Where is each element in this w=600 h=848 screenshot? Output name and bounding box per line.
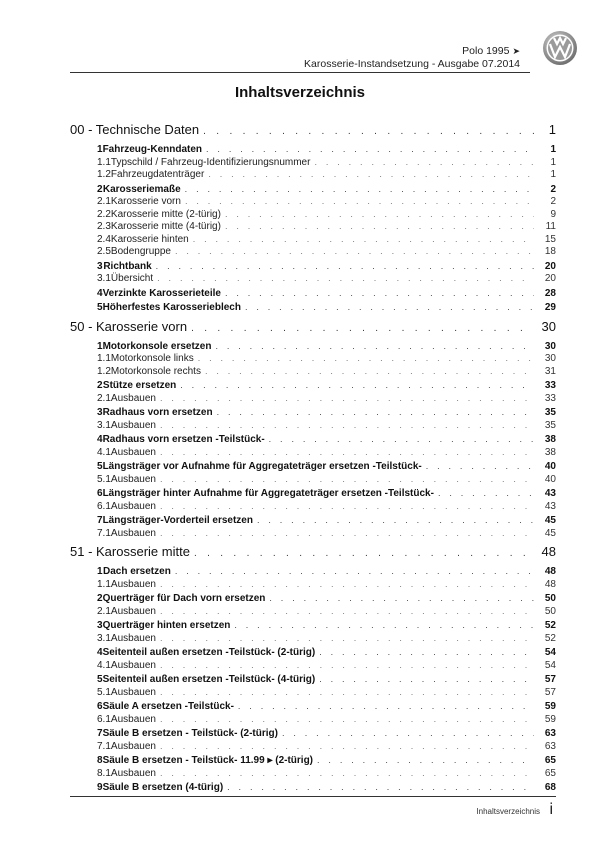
toc-page-number: 30 [544,340,556,352]
toc-section-link[interactable] [70,380,556,393]
toc-page-number: 1 [550,144,556,155]
vw-logo-icon [542,30,578,66]
toc-chapter-link[interactable] [70,544,556,564]
toc-page-number: 2 [550,183,556,195]
toc-label: Querträger hinten ersetzen [102,620,231,631]
toc-number: 2 [97,593,103,604]
toc-number: 2.4 [97,233,111,245]
toc-number: 5.1 [97,686,111,698]
toc-number: 5 [97,674,103,685]
dot-leader [319,647,534,657]
toc-number: 6 [97,701,103,712]
toc-page-number: 54 [544,647,556,658]
toc-section-link[interactable] [70,566,556,579]
toc-number: 8 [97,755,103,766]
toc-page-number: 65 [544,755,556,766]
footer-divider [70,796,556,797]
toc-subsection-link[interactable] [70,420,556,433]
toc-subsection-link[interactable] [70,501,556,514]
toc-number: 7 [97,515,103,526]
toc-label: Bodengruppe [110,246,171,257]
toc-page-number: 31 [544,365,556,377]
toc-page-number: 45 [544,515,556,526]
toc-subsection-link[interactable] [70,474,556,487]
toc-page-number: 57 [544,686,556,698]
toc-label: Längsträger-Vorderteil ersetzen [102,515,253,526]
toc-page-number: 54 [544,659,556,671]
toc-number: 2.1 [97,196,111,207]
toc-section-link[interactable] [70,184,556,197]
toc-label: Richtbank [103,260,152,272]
dot-leader [185,184,534,194]
toc-subsection-link[interactable] [70,366,556,379]
toc-label: Seitenteil außen ersetzen -Teilstück- (4-türig) [102,674,316,685]
dot-leader [205,366,534,376]
dot-leader [157,273,534,283]
toc-label: Motorkonsole links [110,353,194,364]
toc-subsection-link[interactable] [70,196,556,209]
toc-number: 1.1 [97,353,111,364]
toc-number: 8.1 [97,767,111,779]
dot-leader [160,420,534,430]
dot-leader [160,501,534,511]
toc-page-number: 50 [544,593,556,604]
table-of-contents [70,118,556,795]
toc-page-number: 48 [544,566,556,577]
toc-number: 3 [97,260,103,272]
toc-label: Karosseriemaße [102,183,181,195]
dot-leader [198,353,534,363]
toc-page-number: 20 [544,273,556,284]
toc-page-number: 40 [544,461,556,472]
toc-number: 3 [97,407,103,418]
toc-section-link[interactable] [70,674,556,687]
toc-page-number: 30 [544,353,556,364]
dot-leader [438,488,534,498]
toc-label: Ausbauen [110,500,156,512]
dot-leader [160,687,534,697]
toc-number: 3.1 [97,419,111,431]
dot-leader [203,126,534,137]
toc-number: 1 [97,566,103,577]
toc-number: 00 - Technische Daten [70,122,200,137]
toc-number: 2.1 [97,605,111,617]
model-label [462,45,520,57]
toc-label: Längsträger vor Aufnahme für Aggregateträger ersetzen -Teilstück- [102,461,422,472]
toc-page-number: 11 [545,221,556,232]
toc-label: Ausbauen [110,446,156,458]
toc-page-number: 35 [544,407,556,418]
dot-leader [160,714,534,724]
dot-leader [160,606,534,616]
toc-number: 1 [97,340,103,352]
toc-section-link[interactable] [70,782,556,795]
toc-section-link[interactable] [70,620,556,633]
arrow-right-icon: ➤ [512,46,520,56]
page-title: Inhaltsverzeichnis [234,84,366,101]
toc-subsection-link[interactable] [70,741,556,754]
toc-page-number: 50 [544,605,556,617]
dot-leader [180,380,534,390]
dot-leader [319,674,534,684]
toc-number: 1.1 [97,578,111,590]
dot-leader [426,461,534,471]
toc-label: Motorkonsole rechts [110,365,201,377]
toc-page-number: 1 [550,156,556,168]
toc-label: Ausbauen [110,527,156,539]
toc-page-number: 29 [544,302,556,313]
toc-label: Karosserie mitte (2-türig) [110,208,221,220]
toc-label: Motorkonsole ersetzen [102,340,212,352]
dot-leader [160,633,534,643]
toc-label: Längsträger hinter Aufnahme für Aggregateträger ersetzen -Teilstück- [102,488,434,499]
dot-leader [217,407,534,417]
dot-leader [175,246,534,256]
toc-page-number: 28 [544,287,556,299]
dot-leader [225,288,534,298]
toc-number: 2 [97,380,103,391]
toc-page-number: 57 [544,674,556,685]
toc-number: 4 [97,647,103,658]
toc-subsection-link[interactable] [70,273,556,286]
toc-label: Ausbauen [110,392,156,404]
dot-leader [317,755,534,765]
dot-leader [314,157,534,167]
toc-subsection-link[interactable] [70,209,556,222]
toc-number: 9 [97,782,103,793]
dot-leader [175,566,534,576]
toc-page-number: 45 [544,527,556,539]
toc-page-number: 48 [541,544,556,559]
toc-page-number: 40 [544,473,556,485]
toc-label: Ausbauen [110,686,156,698]
toc-page-number: 9 [550,208,556,220]
toc-chapter-link[interactable] [70,122,556,142]
toc-label: Ausbauen [110,578,156,590]
toc-label: Übersicht [110,273,154,284]
toc-label: Ausbauen [110,419,156,431]
dot-leader [160,528,534,538]
toc-subsection-link[interactable] [70,447,556,460]
toc-page-number: 48 [544,578,556,590]
toc-label: Radhaus vorn ersetzen -Teilstück- [102,434,265,445]
toc-page-number: 63 [544,740,556,752]
toc-label: Höherfestes Karosserieblech [102,302,241,313]
toc-subsection-link[interactable] [70,234,556,247]
toc-section-link[interactable] [70,434,556,447]
toc-number: 1.1 [97,156,111,168]
toc-page-number: 35 [544,419,556,431]
dot-leader [269,434,534,444]
toc-subsection-link[interactable] [70,606,556,619]
dot-leader [225,221,534,231]
toc-subsection-link[interactable] [70,768,556,781]
dot-leader [160,474,534,484]
toc-label: Stütze ersetzen [102,380,177,391]
toc-number: 51 - Karosserie mitte [70,544,190,559]
toc-section-link[interactable] [70,461,556,474]
toc-section-link[interactable] [70,515,556,528]
toc-page-number: 52 [544,620,556,631]
toc-label: Seitenteil außen ersetzen -Teilstück- (2-türig) [102,647,316,658]
toc-number: 3 [97,620,103,631]
toc-section-link[interactable] [70,647,556,660]
toc-number: 2.5 [97,246,111,257]
toc-number: 7 [97,728,103,739]
toc-number: 4 [97,287,103,299]
toc-label: Säule B ersetzen - Teilstück- (2-türig) [102,728,278,739]
model-text: Polo 1995 [462,45,510,57]
dot-leader [193,234,534,244]
toc-number: 1.2 [97,365,111,377]
dot-leader [160,768,534,778]
dot-leader [227,782,534,792]
toc-label: Ausbauen [110,740,156,752]
toc-page-number: 59 [544,701,556,712]
toc-number: 6.1 [97,500,111,512]
toc-section-link[interactable] [70,488,556,501]
toc-number: 7.1 [97,740,111,752]
toc-label: Fahrzeug-Kenndaten [102,144,203,155]
dot-leader [245,302,534,312]
toc-label: Ausbauen [110,632,156,644]
dot-leader [208,169,534,179]
toc-subsection-link[interactable] [70,157,556,170]
dot-leader [185,196,534,206]
toc-label: Ausbauen [110,767,156,779]
dot-leader [194,548,534,559]
dot-leader [257,515,534,525]
manual-edition: Karosserie-Instandsetzung - Ausgabe 07.2014 [304,58,520,70]
toc-subsection-link[interactable] [70,353,556,366]
toc-number: 3.1 [97,273,111,284]
toc-page-number: 33 [544,392,556,404]
toc-label: Querträger für Dach vorn ersetzen [102,593,266,604]
toc-label: Karosserie vorn [110,196,181,207]
toc-page-number: 1 [550,169,556,180]
footer-section-label: Inhaltsverzeichnis [476,807,540,816]
toc-subsection-link[interactable] [70,393,556,406]
toc-page-number: 33 [544,380,556,391]
toc-label: Ausbauen [110,605,156,617]
toc-page-number: 68 [544,782,556,793]
toc-page-number: 52 [544,632,556,644]
toc-label: Karosserie hinten [110,233,189,245]
dot-leader [269,593,534,603]
toc-label: Typschild / Fahrzeug-Identifizierungsnummer [110,156,311,168]
toc-number: 4.1 [97,446,111,458]
toc-section-link[interactable] [70,701,556,714]
toc-label: Ausbauen [110,713,156,725]
toc-subsection-link[interactable] [70,528,556,541]
toc-subsection-link[interactable] [70,714,556,727]
dot-leader [234,620,534,630]
toc-subsection-link[interactable] [70,660,556,673]
dot-leader [160,741,534,751]
toc-page-number: 65 [544,767,556,779]
toc-page-number: 15 [544,233,556,245]
toc-section-link[interactable] [70,755,556,768]
toc-page-number: 2 [550,196,556,207]
dot-leader [160,579,534,589]
toc-label: Ausbauen [110,473,156,485]
toc-label: Säule B ersetzen (4-türig) [102,782,224,793]
toc-page-number: 30 [541,318,556,334]
toc-label: Dach ersetzen [103,566,171,577]
toc-section-link[interactable] [70,144,556,157]
dot-leader [160,393,534,403]
toc-number: 4 [97,434,103,445]
header-divider [70,72,530,73]
toc-number: 50 - Karosserie vorn [70,318,188,334]
toc-number: 1.2 [97,169,111,180]
toc-page-number: 38 [544,446,556,458]
dot-leader [160,660,534,670]
dot-leader [191,323,534,334]
toc-number: 2 [97,183,103,195]
dot-leader [215,341,534,351]
toc-label: Säule B ersetzen - Teilstück- 11.99 ▸ (2-türig) [102,755,314,766]
toc-page-number: 43 [544,488,556,499]
toc-subsection-link[interactable] [70,169,556,182]
toc-section-link[interactable] [70,302,556,315]
toc-number: 5 [97,461,103,472]
toc-number: 2.1 [97,392,111,404]
dot-leader [282,728,534,738]
toc-section-link[interactable] [70,288,556,301]
toc-page-number: 59 [544,713,556,725]
page-header [70,0,590,80]
toc-label: Karosserie mitte (4-türig) [110,221,221,232]
toc-subsection-link[interactable] [70,246,556,259]
toc-label: Radhaus vorn ersetzen [102,407,213,418]
toc-number: 5.1 [97,473,111,485]
toc-label: Verzinkte Karosserieteile [102,287,221,299]
toc-chapter-link[interactable] [70,319,556,339]
toc-number: 1 [97,144,103,155]
toc-page-number: 63 [544,728,556,739]
toc-section-link[interactable] [70,341,556,354]
toc-number: 5 [97,302,103,313]
toc-subsection-link[interactable] [70,633,556,646]
toc-label: Säule A ersetzen -Teilstück- [102,701,234,712]
toc-number: 2.2 [97,208,111,220]
toc-page-number: 1 [548,122,556,137]
toc-section-link[interactable] [70,728,556,741]
toc-page-number: 18 [544,246,556,257]
toc-page-number: 20 [544,260,556,272]
dot-leader [160,447,534,457]
toc-number: 2.3 [97,221,111,232]
toc-number: 7.1 [97,527,111,539]
dot-leader [225,209,534,219]
toc-number: 6.1 [97,713,111,725]
toc-subsection-link[interactable] [70,579,556,592]
toc-page-number: 38 [544,434,556,445]
footer-page-number: i [549,801,553,818]
dot-leader [206,144,534,154]
toc-label: Ausbauen [110,659,156,671]
toc-number: 6 [97,488,103,499]
dot-leader [156,261,534,271]
toc-number: 4.1 [97,659,111,671]
toc-number: 3.1 [97,632,111,644]
toc-subsection-link[interactable] [70,687,556,700]
toc-section-link[interactable] [70,261,556,274]
toc-section-link[interactable] [70,407,556,420]
toc-section-link[interactable] [70,593,556,606]
dot-leader [238,701,534,711]
toc-page-number: 43 [544,500,556,512]
toc-subsection-link[interactable] [70,221,556,234]
toc-label: Fahrzeugdatenträger [110,169,205,180]
